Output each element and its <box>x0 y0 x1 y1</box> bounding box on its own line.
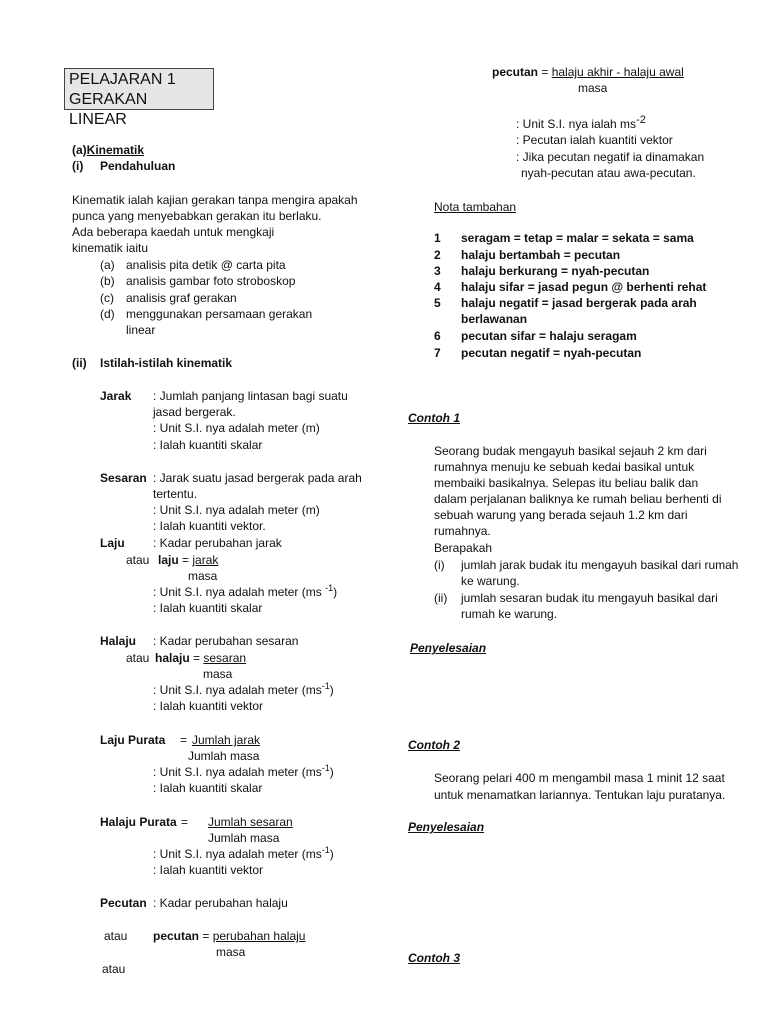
nota-num: 2 <box>434 248 441 262</box>
equals-sign: = <box>189 651 204 665</box>
question-line: jumlah sesaran budak itu mengayuh basikal dari <box>461 591 718 605</box>
sesaran-unit: : Unit S.I. nya adalah meter (m) <box>153 503 320 517</box>
halaju-formula <box>155 650 246 666</box>
pecutan-denominator: masa <box>216 945 246 959</box>
nota-item-cont: berlawanan <box>461 312 528 326</box>
nota-item: halaju bertambah = pecutan <box>461 248 621 262</box>
nota-item: halaju negatif = jasad bergerak pada arah <box>461 296 697 310</box>
contoh-2-heading: Contoh 2 <box>408 738 460 752</box>
sesaran-def-2: tertentu. <box>153 487 198 501</box>
term-sesaran: Sesaran <box>100 471 147 485</box>
method-marker: (c) <box>100 291 114 305</box>
method-text: analisis graf gerakan <box>126 291 237 305</box>
equals-sign: = <box>538 65 552 79</box>
jarak-qty: : Ialah kuantiti skalar <box>153 438 263 452</box>
method-text: analisis pita detik @ carta pita <box>126 258 286 272</box>
method-text-cont: linear <box>126 323 156 337</box>
nota-item: pecutan sifar = halaju seragam <box>461 329 637 343</box>
term-jarak: Jarak <box>100 389 132 403</box>
pecutan-numerator: perubahan halaju <box>212 929 306 943</box>
pecutan-unit <box>516 116 646 132</box>
method-text: menggunakan persamaan gerakan <box>126 307 313 321</box>
pecutan-formula <box>153 928 305 944</box>
question-line: ke warung. <box>461 574 520 588</box>
halaju-unit-close: ) <box>329 683 334 697</box>
nota-item: pecutan negatif = nyah-pecutan <box>461 346 642 360</box>
nota-num: 3 <box>434 264 441 278</box>
section-ii-title: Istilah-istilah kinematik <box>100 356 233 370</box>
section-a-heading <box>72 142 144 158</box>
halaju-purata-numerator: Jumlah sesaran <box>208 815 293 829</box>
nota-num: 5 <box>434 296 441 310</box>
term-laju: Laju <box>100 536 125 550</box>
pecutan-unit-text: : Unit S.I. nya ialah ms <box>516 117 637 131</box>
pecutan-numerator-right: halaju akhir - halaju awal <box>551 65 684 79</box>
halaju-purata-equals: = <box>181 815 189 829</box>
intro-line-4: kinematik iaitu <box>72 241 149 255</box>
term-laju-purata: Laju Purata <box>100 733 166 747</box>
halaju-unit <box>153 682 334 698</box>
method-text: analisis gambar foto stroboskop <box>126 274 296 288</box>
section-i-num: (i) <box>72 159 84 173</box>
halaju-purata-qty: : Ialah kuantiti vektor <box>153 863 264 877</box>
halaju-unit-exponent: -1 <box>321 681 330 691</box>
laju-purata-denominator: Jumlah masa <box>188 749 260 763</box>
contoh-3-heading: Contoh 3 <box>408 951 460 965</box>
laju-symbol: laju <box>158 553 179 567</box>
laju-unit-text: : Unit S.I. nya adalah meter (ms <box>153 585 326 599</box>
laju-atau: atau <box>126 553 150 567</box>
penyelesaian-2-heading: Penyelesaian <box>408 820 485 834</box>
equals-sign: = <box>199 929 213 943</box>
laju-purata-equals: = <box>180 733 188 747</box>
sesaran-qty: : Ialah kuantiti vektor. <box>153 519 266 533</box>
nota-item: seragam = tetap = malar = sekata = sama <box>461 231 694 245</box>
section-ii-num: (ii) <box>72 356 87 370</box>
contoh-2-line: untuk menamatkan lariannya. Tentukan laju puratanya. <box>434 788 726 802</box>
laju-qty: : Ialah kuantiti skalar <box>153 601 263 615</box>
lesson-title-box <box>64 68 214 128</box>
laju-purata-unit <box>153 764 334 780</box>
pecutan-formula-right <box>492 64 684 80</box>
question-line: rumah ke warung. <box>461 607 558 621</box>
term-halaju-purata: Halaju Purata <box>100 815 177 829</box>
question-line: jumlah jarak budak itu mengayuh basikal dari rumah <box>461 558 739 572</box>
pecutan-symbol-right: pecutan <box>492 65 539 79</box>
laju-purata-qty: : Ialah kuantiti skalar <box>153 781 263 795</box>
pecutan-denominator-right: masa <box>578 81 608 95</box>
method-marker: (d) <box>100 307 115 321</box>
halaju-purata-unit-text: : Unit S.I. nya adalah meter (ms <box>153 847 322 861</box>
laju-denominator: masa <box>188 569 218 583</box>
laju-formula <box>158 552 218 568</box>
section-a-prefix: (a) <box>72 143 87 157</box>
jarak-def-2: jasad bergerak. <box>153 405 236 419</box>
contoh-1-line: Berapakah <box>434 541 493 555</box>
pecutan-atau: atau <box>104 929 128 943</box>
penyelesaian-1-heading: Penyelesaian <box>410 641 487 655</box>
question-marker: (i) <box>434 558 445 572</box>
section-a-title: Kinematik <box>86 143 145 157</box>
term-halaju: Halaju <box>100 634 137 648</box>
halaju-atau: atau <box>126 651 150 665</box>
nota-item: halaju berkurang = nyah-pecutan <box>461 264 650 278</box>
laju-def: : Kadar perubahan jarak <box>153 536 282 550</box>
nota-num: 7 <box>434 346 441 360</box>
laju-unit-close: ) <box>333 585 338 599</box>
halaju-purata-unit-exponent: -1 <box>321 845 330 855</box>
question-marker: (ii) <box>434 591 448 605</box>
contoh-2-line: Seorang pelari 400 m mengambil masa 1 minit 12 saat <box>434 771 725 785</box>
laju-purata-unit-exponent: -1 <box>321 763 330 773</box>
pecutan-unit-exponent: -2 <box>636 114 646 126</box>
intro-line-2: punca yang menyebabkan gerakan itu berlaku. <box>72 209 322 223</box>
contoh-1-line: dalam perjalanan baliknya ke rumah beliau berhenti di <box>434 492 722 506</box>
jarak-unit: : Unit S.I. nya adalah meter (m) <box>153 421 320 435</box>
halaju-purata-unit <box>153 846 334 862</box>
halaju-unit-text: : Unit S.I. nya adalah meter (ms <box>153 683 322 697</box>
method-marker: (b) <box>100 274 115 288</box>
contoh-1-line: rumahnya. <box>434 524 491 538</box>
halaju-numerator: sesaran <box>203 651 247 665</box>
pecutan-def: : Kadar perubahan halaju <box>153 896 288 910</box>
laju-purata-unit-text: : Unit S.I. nya adalah meter (ms <box>153 765 322 779</box>
halaju-def: : Kadar perubahan sesaran <box>153 634 299 648</box>
halaju-purata-denominator: Jumlah masa <box>208 831 280 845</box>
intro-line-1: Kinematik ialah kajian gerakan tanpa mengira apakah <box>72 193 358 207</box>
nota-num: 1 <box>434 231 441 245</box>
equals-sign: = <box>178 553 193 567</box>
contoh-1-line: sebuah warung yang berada sejauh 1.2 km dari <box>434 508 688 522</box>
pecutan-negative-1: : Jika pecutan negatif ia dinamakan <box>516 150 705 164</box>
laju-unit-exponent: -1 <box>325 583 334 593</box>
intro-line-3: Ada beberapa kaedah untuk mengkaji <box>72 225 275 239</box>
halaju-denominator: masa <box>203 667 233 681</box>
laju-purata-unit-close: ) <box>329 765 334 779</box>
nota-num: 4 <box>434 280 441 294</box>
pecutan-symbol: pecutan <box>153 929 200 943</box>
term-pecutan: Pecutan <box>100 896 147 910</box>
lesson-title-line2: GERAKAN LINEAR <box>69 91 148 128</box>
laju-purata-numerator: Jumlah jarak <box>192 733 261 747</box>
sesaran-def-1: : Jarak suatu jasad bergerak pada arah <box>153 471 362 485</box>
nota-title: Nota tambahan <box>434 200 517 214</box>
contoh-1-heading: Contoh 1 <box>408 411 460 425</box>
halaju-symbol: halaju <box>155 651 190 665</box>
nota-num: 6 <box>434 329 441 343</box>
contoh-1-line: Seorang budak mengayuh basikal sejauh 2 km dari <box>434 444 707 458</box>
method-marker: (a) <box>100 258 115 272</box>
contoh-1-line: rumahnya menuju ke sebuah kedai basikal untuk <box>434 460 695 474</box>
lesson-title-line1: PELAJARAN 1 <box>69 71 176 88</box>
pecutan-atau-2: atau <box>102 962 126 976</box>
halaju-qty: : Ialah kuantiti vektor <box>153 699 264 713</box>
contoh-1-line: membaiki basikalnya. Selepas itu beliau balik dan <box>434 476 699 490</box>
jarak-def-1: : Jumlah panjang lintasan bagi suatu <box>153 389 348 403</box>
pecutan-negative-2: nyah-pecutan atau awa-pecutan. <box>521 166 696 180</box>
halaju-purata-unit-close: ) <box>329 847 334 861</box>
laju-numerator: jarak <box>192 553 219 567</box>
nota-item: halaju sifar = jasad pegun @ berhenti rehat <box>461 280 707 294</box>
laju-unit <box>153 584 337 600</box>
pecutan-vektor: : Pecutan ialah kuantiti vektor <box>516 133 673 147</box>
section-i-title: Pendahuluan <box>100 159 176 173</box>
